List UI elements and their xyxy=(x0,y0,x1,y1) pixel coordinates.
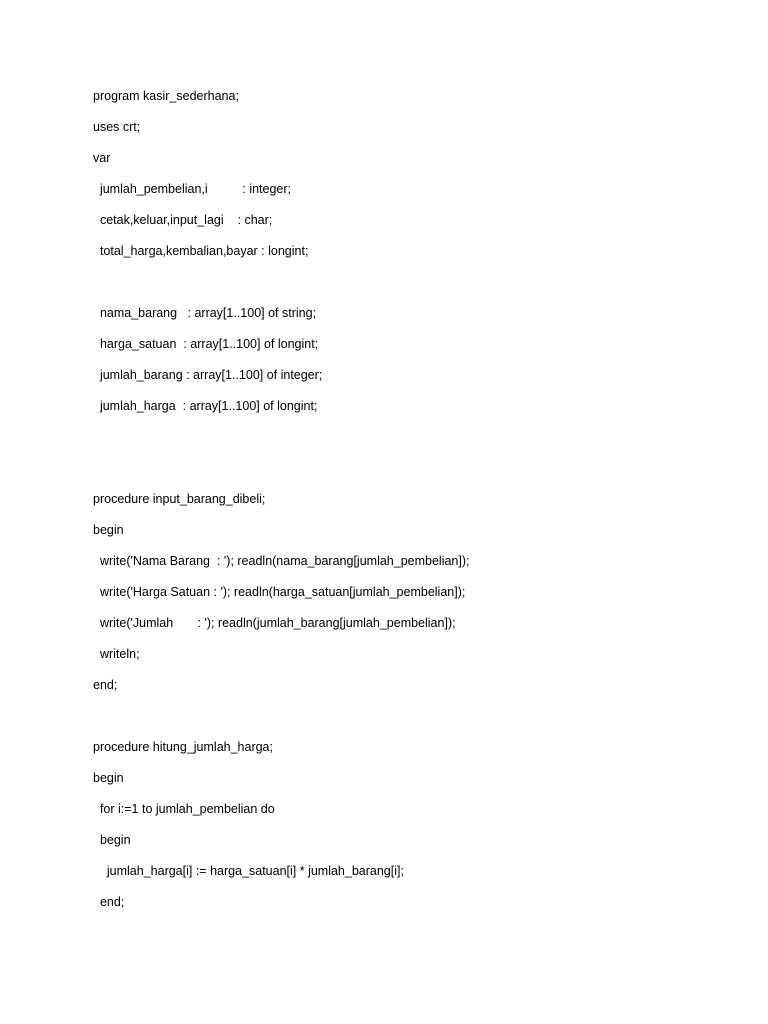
code-line: end; xyxy=(93,678,118,692)
code-line: begin xyxy=(93,771,124,785)
code-line: jumlah_barang : array[1..100] of integer; xyxy=(93,368,323,382)
code-line: jumlah_harga[i] := harga_satuan[i] * jumlah_barang[i]; xyxy=(93,864,404,878)
code-line: program kasir_sederhana; xyxy=(93,89,239,103)
code-line: harga_satuan : array[1..100] of longint; xyxy=(93,337,319,351)
code-line: procedure input_barang_dibeli; xyxy=(93,492,266,506)
code-line xyxy=(93,272,733,303)
code-line: uses crt; xyxy=(93,120,141,134)
code-line: write('Nama Barang : '); readln(nama_barang[jumlah_pembelian]); xyxy=(93,554,470,568)
code-line: writeln; xyxy=(93,647,140,661)
code-line: begin xyxy=(93,523,124,537)
code-line: write('Harga Satuan : '); readln(harga_satuan[jumlah_pembelian]); xyxy=(93,585,466,599)
code-line xyxy=(93,458,733,489)
code-line: for i:=1 to jumlah_pembelian do xyxy=(93,802,275,816)
code-line: nama_barang : array[1..100] of string; xyxy=(93,306,317,320)
code-line: begin xyxy=(93,833,131,847)
code-line: jumlah_harga : array[1..100] of longint; xyxy=(93,399,318,413)
code-line: write('Jumlah : '); readln(jumlah_barang[jumlah_pembelian]); xyxy=(93,616,456,630)
code-line: var xyxy=(93,151,111,165)
code-line: end; xyxy=(93,895,125,909)
code-listing xyxy=(93,86,733,923)
code-line: total_harga,kembalian,bayar : longint; xyxy=(93,244,309,258)
code-line xyxy=(93,427,733,458)
code-line: jumlah_pembelian,i : integer; xyxy=(93,182,292,196)
code-line xyxy=(93,706,733,737)
code-line: cetak,keluar,input_lagi : char; xyxy=(93,213,273,227)
code-line: procedure hitung_jumlah_harga; xyxy=(93,740,273,754)
